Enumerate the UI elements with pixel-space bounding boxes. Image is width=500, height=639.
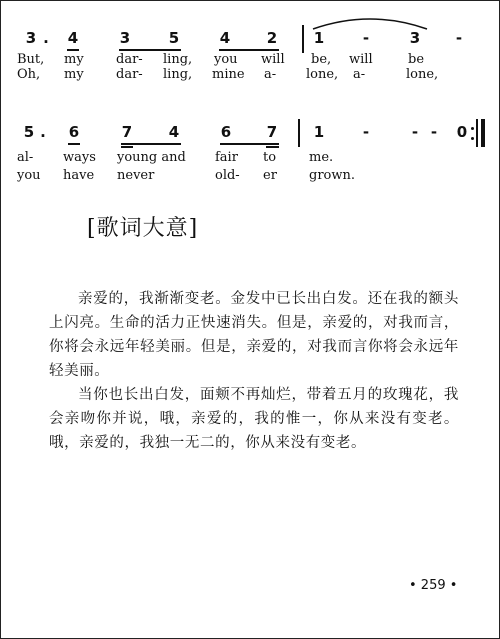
note-dash: -	[362, 123, 370, 141]
lyric: me.	[309, 150, 334, 165]
note: 7	[121, 123, 133, 141]
note-dash: -	[430, 123, 438, 141]
note: 5	[23, 123, 35, 141]
beam	[119, 49, 181, 51]
tie-arc	[311, 11, 429, 31]
lyric: young and	[117, 150, 186, 165]
note: 4	[168, 123, 180, 141]
note: 0	[456, 123, 468, 141]
page-number: • 259 •	[409, 578, 458, 593]
lyric: grown.	[309, 168, 355, 183]
note-dash: -	[411, 123, 419, 141]
note: 2	[266, 29, 278, 47]
final-barline-thin	[476, 119, 478, 147]
beam	[121, 143, 181, 145]
lyric: a-	[353, 67, 366, 82]
lyric: ling,	[163, 52, 193, 67]
lyric: dar-	[116, 52, 143, 67]
beam	[68, 143, 80, 145]
lyric: be,	[311, 52, 332, 67]
beam	[121, 146, 133, 148]
note: 4	[219, 29, 231, 47]
repeat-dot	[471, 137, 474, 140]
lyric: will	[261, 52, 285, 67]
final-barline-thick	[481, 119, 485, 147]
barline	[302, 25, 304, 53]
beam	[67, 49, 79, 51]
lyric: my	[64, 67, 84, 82]
lyric: er	[263, 168, 277, 183]
repeat-dot	[471, 127, 474, 130]
note: 4	[67, 29, 79, 47]
lyric: a-	[264, 67, 277, 82]
note: 1	[313, 123, 325, 141]
beam	[220, 143, 279, 145]
lyric: you	[17, 168, 41, 183]
lyric: fair	[215, 150, 238, 165]
section-heading: [歌词大意]	[87, 216, 199, 241]
lyric: to	[263, 150, 277, 165]
note: 5	[168, 29, 180, 47]
lyric: But,	[17, 52, 45, 67]
note-dash: -	[362, 29, 370, 47]
note: 7	[266, 123, 278, 141]
lyric: lone,	[406, 67, 439, 82]
lyric: be	[408, 52, 425, 67]
note: 1	[313, 29, 325, 47]
body-text	[49, 287, 459, 455]
lyric: dar-	[116, 67, 143, 82]
note-dot: .	[40, 123, 46, 141]
note: 3	[25, 29, 37, 47]
lyric: mine	[212, 67, 245, 82]
lyric: ling,	[163, 67, 193, 82]
beam	[266, 146, 279, 148]
lyric: you	[214, 52, 238, 67]
paragraph-1: 亲爱的，我渐渐变老。金发中已长出白发。还在我的额头上闪亮。生命的活力正快速消失。但是，亲爱的，对我而言，你将会永远年轻美丽。但是，亲爱的，对我而言你将会永远年轻美丽。	[49, 291, 459, 379]
lyric: have	[63, 168, 95, 183]
note-dot: .	[43, 29, 49, 47]
lyric: ways	[63, 150, 96, 165]
note: 3	[119, 29, 131, 47]
lyric: my	[64, 52, 84, 67]
lyric: al-	[17, 150, 34, 165]
lyric: lone,	[306, 67, 339, 82]
lyric: old-	[215, 168, 240, 183]
paragraph-2: 当你也长出白发，面颊不再灿烂，带着五月的玫瑰花，我会亲吻你并说，哦，亲爱的，我的惟一，你从来没有变老。哦，亲爱的，我独一无二的，你从来没有变老。	[49, 387, 459, 451]
note-dash: -	[455, 29, 463, 47]
note: 6	[68, 123, 80, 141]
note: 3	[409, 29, 421, 47]
beam	[219, 49, 279, 51]
lyric: never	[117, 168, 155, 183]
lyric: will	[349, 52, 373, 67]
barline	[298, 119, 300, 147]
lyric: Oh,	[17, 67, 41, 82]
note: 6	[220, 123, 232, 141]
